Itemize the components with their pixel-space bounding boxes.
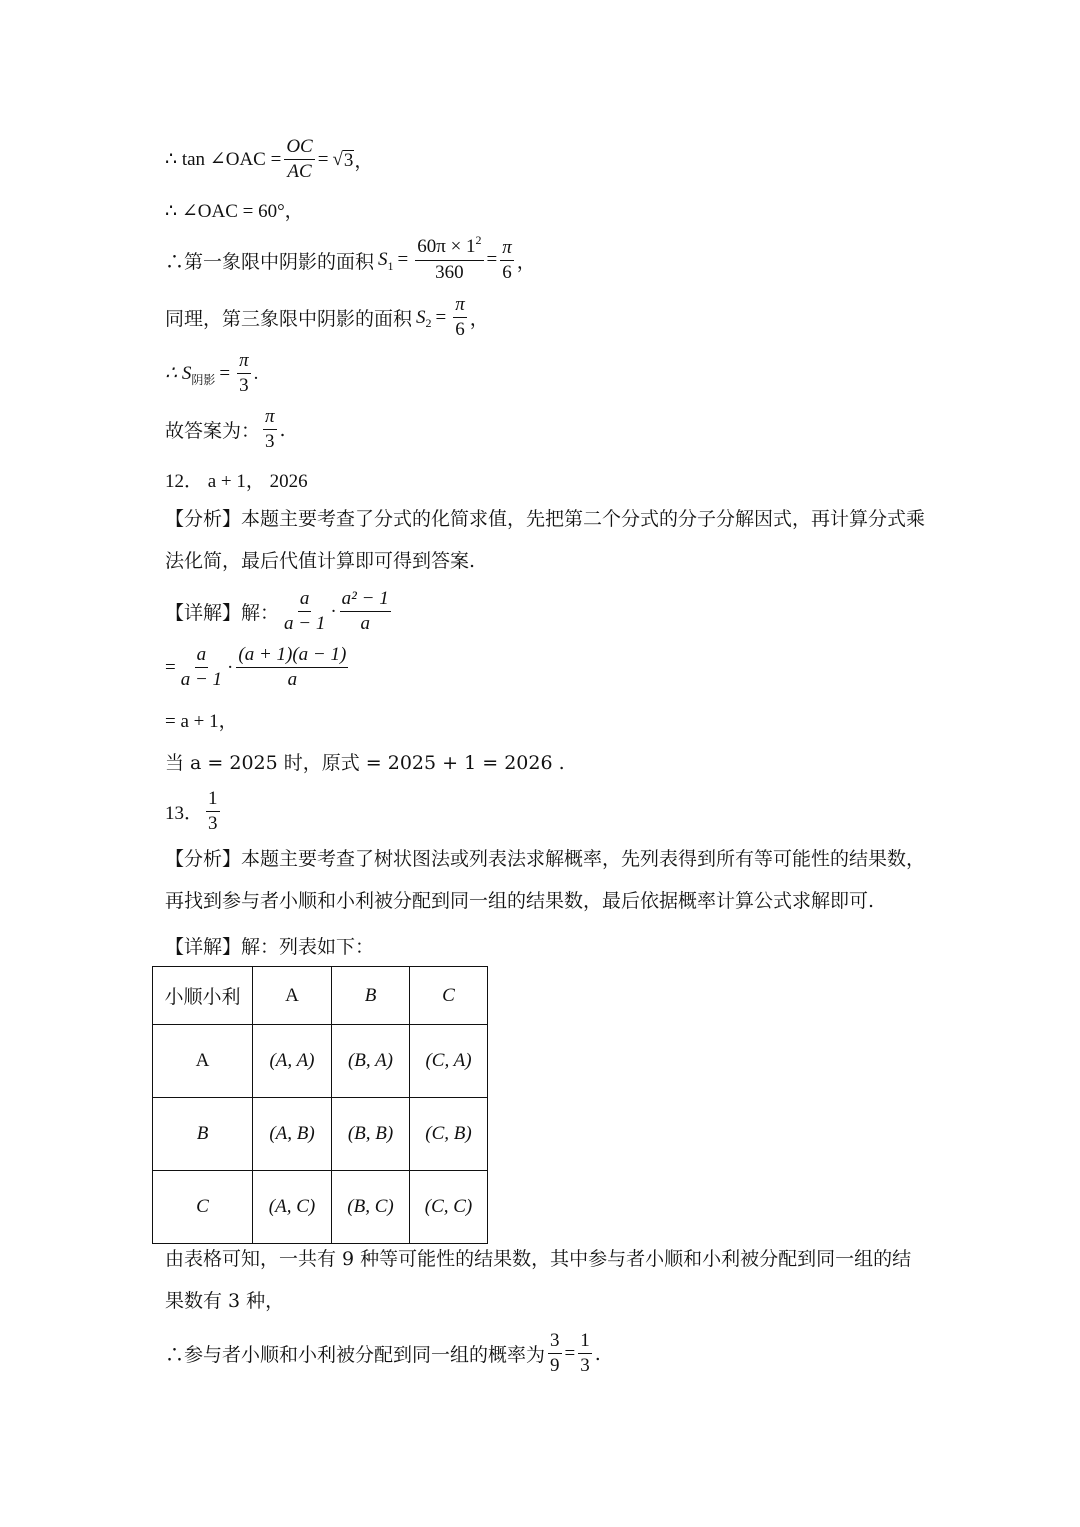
fraction	[237, 350, 251, 397]
table-cell: (C, A)	[410, 1025, 488, 1098]
text: 故答案为：	[165, 420, 261, 442]
numerator: 1	[578, 1330, 592, 1354]
equals: =	[165, 656, 176, 678]
equals: =	[564, 1342, 576, 1364]
text: 【详解】解：	[165, 602, 280, 624]
punct: ，	[469, 308, 489, 330]
subscript: 阴影	[191, 373, 216, 387]
numerator: π	[500, 237, 514, 261]
text: 12． a + 1， 2026	[165, 471, 308, 492]
table-cell: (A, A)	[253, 1025, 332, 1098]
table-cell: A	[153, 1025, 253, 1098]
fraction	[340, 588, 391, 635]
punct: .	[594, 1342, 601, 1365]
numerator: a	[195, 644, 209, 668]
denominator: a	[287, 669, 298, 690]
numerator: OC	[284, 136, 314, 160]
table-header-cell: B	[332, 967, 410, 1025]
table-cell: (A, B)	[253, 1098, 332, 1171]
denominator: AC	[287, 161, 312, 182]
symbol: ∴ S	[165, 363, 192, 384]
text: ∴ tan ∠OAC =	[165, 149, 282, 170]
numerator: a² − 1	[340, 588, 391, 612]
s2-line: 同理，第三象限中阴影的面积 S 2 = $\frac{\pi}{6}$ ，	[165, 294, 489, 340]
punct: ，	[354, 151, 374, 172]
text: 同理，第三象限中阴影的面积	[165, 308, 413, 330]
fraction	[284, 136, 314, 183]
fraction	[500, 237, 514, 284]
numerator: (a + 1)(a − 1)	[236, 644, 348, 668]
table-cell: (B, C)	[332, 1171, 410, 1244]
superscript: 2	[475, 233, 482, 247]
numerator	[415, 233, 483, 261]
answer-line	[165, 406, 286, 453]
sqrt: √ 3	[332, 148, 354, 171]
fraction	[206, 788, 220, 835]
table-cell: (B, A)	[332, 1025, 410, 1098]
numerator: 3	[548, 1330, 562, 1354]
punct: ，	[516, 250, 536, 273]
s-shadow-line: ∴ S 阴影 = $\frac{\pi}{3}$ .	[165, 350, 259, 396]
denominator: 3	[580, 1355, 590, 1376]
q12-analysis: 【分析】本题主要考查了分式的化简求值，先把第二个分式的分子分解因式，再计算分式乘法化简，最后代值计算即可得到答案.	[165, 508, 926, 572]
q12-step2: = $\frac{a}{a - 1}$ · $\frac{(a + 1)(a - 1)}{a}$	[165, 644, 347, 690]
text: 13．	[165, 803, 204, 824]
denominator: 6	[502, 261, 512, 283]
q12-answer	[165, 466, 308, 493]
text: ∴参与者小顺和小利被分配到同一组的概率为	[165, 1344, 546, 1366]
table-header-cell: C	[410, 967, 488, 1025]
fraction	[282, 588, 327, 635]
text: 当 a = 2025 时，原式 = 2025 + 1 = 2026 .	[165, 752, 565, 774]
punct: .	[279, 418, 286, 441]
denominator: 3	[208, 813, 218, 834]
denominator: 3	[265, 431, 275, 452]
denominator: 360	[435, 262, 464, 283]
result-table	[152, 966, 488, 1244]
denominator: a − 1	[284, 613, 326, 634]
q13-probability	[165, 1330, 601, 1377]
text: = a + 1，	[165, 711, 238, 732]
numerator: 1	[206, 788, 220, 812]
denominator: 9	[550, 1355, 560, 1376]
text: ∴第一象限中阴影的面积	[165, 250, 375, 273]
q13-analysis: 【分析】本题主要考查了树状图法或列表法求解概率，先列表得到所有等可能性的结果数，再找到参与者小顺和小利被分配到同一组的结果数，最后依据概率计算公式求解即可.	[165, 848, 926, 912]
denominator: a − 1	[180, 669, 223, 690]
radicand: 3	[343, 149, 354, 171]
table-header-cell: A	[253, 967, 332, 1025]
fraction	[453, 294, 467, 341]
denominator: 6	[455, 319, 465, 340]
fraction	[263, 406, 277, 453]
q12-detail: 【详解】解： $\frac{a}{a - 1}$ · $\frac{\text{a² − 1}}{a}$	[165, 588, 389, 634]
denominator: a	[360, 613, 370, 634]
fraction	[415, 233, 483, 284]
q12-step3	[165, 706, 238, 733]
table-cell: B	[153, 1098, 253, 1171]
table-cell: (A, C)	[253, 1171, 332, 1244]
fraction	[236, 644, 348, 691]
equals: =	[317, 148, 329, 170]
q13-detail	[165, 932, 374, 959]
punct: .	[253, 362, 259, 384]
table-row	[153, 1171, 488, 1244]
angle-line	[165, 196, 304, 223]
table-header-cell: 小顺小利	[153, 967, 253, 1025]
text: ∴ ∠OAC = 60°，	[165, 201, 304, 222]
fraction	[578, 1330, 592, 1377]
subscript: 2	[425, 316, 432, 330]
q13-answer	[165, 788, 223, 835]
table-row	[153, 1098, 488, 1171]
tan-oac-line	[165, 136, 373, 183]
symbol: S	[378, 249, 388, 270]
table-row	[153, 1025, 488, 1098]
numerator: π	[263, 406, 277, 430]
numerator: π	[453, 294, 467, 318]
numerator: π	[237, 350, 251, 374]
text: 【详解】解：列表如下：	[165, 936, 375, 958]
symbol: S	[416, 306, 426, 328]
subscript: 1	[387, 258, 394, 273]
table-cell: C	[153, 1171, 253, 1244]
numerator-text: 60π × 1	[417, 236, 476, 257]
q13-conclusion: 由表格可知，一共有 9 种等可能性的结果数，其中参与者小顺和小利被分配到同一组的结果数有 3 种，	[165, 1248, 912, 1312]
table-cell: (C, C)	[410, 1171, 488, 1244]
numerator: a	[298, 588, 312, 612]
denominator: 3	[239, 375, 249, 396]
fraction	[179, 644, 224, 691]
q12-final	[165, 748, 565, 775]
fraction	[548, 1330, 562, 1377]
s1-line: ∴第一象限中阴影的面积 S 1 = $\frac{60\pi \times 1^2}{360}$ = $\frac{\pi}{6}$ ，	[165, 233, 536, 283]
table-cell: (B, B)	[332, 1098, 410, 1171]
table-cell: (C, B)	[410, 1098, 488, 1171]
table-header-row	[153, 967, 488, 1025]
